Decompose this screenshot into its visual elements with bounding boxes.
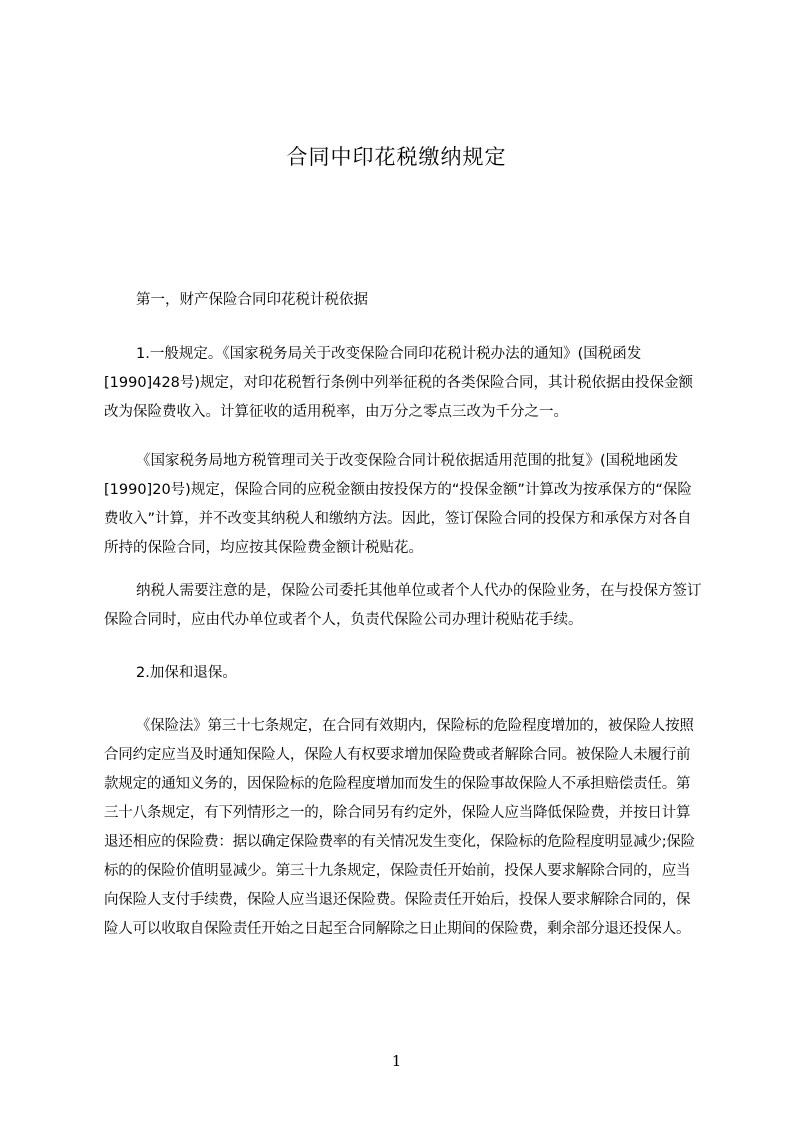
page-title: 合同中印花税缴纳规定 (286, 145, 507, 169)
paragraph-taxpayer-note: 纳税人需要注意的是，保险公司委托其他单位或者个人代办的保险业务，在与投保方签订保险合同时，应由代办单位或者个人，负责代保险公司办理计税贴花手续。 (104, 583, 702, 628)
page-number: 1 (391, 1052, 402, 1070)
paragraph-general-rule: 1.一般规定。《国家税务局关于改变保险合同印花税计税办法的通知》(国税函发[1990]428号)规定，对印花税暂行条例中列举征税的各类保险合同，其计税依据由投保金额改为保险费收入。计算征收的适用税率，由万分之零点三改为千分之一。 (104, 346, 694, 420)
paragraph-insurance-law: 《保险法》第三十七条规定，在合同有效期内，保险标的危险程度增加的，被保险人按照合同约定应当及时通知保险人，保险人有权要求增加保险费或者解除合同。被保险人未履行前款规定的通知义务的，因保险标的危险程度增加而发生的保险事故保险人不承担赔偿责任。第三十八条规定，有下列情形之一的，除合同另有约定外，保险人应当降低保险费，并按日计算退还相应的保险费：据以确定保险费率的有关情况发生变化，保险标的危险程度明显减少;保险标的的保险价值明显减少。第三十九条规定，保险责任开始前，投保人要求解除合同的，应当向保险人支付手续费，保险人应当退还保险费。保险责任开始后，投保人要求解除合同的，保险人可以收取自保险责任开始之日起至合同解除之日止期间的保险费，剩余部分退还投保人。 (104, 718, 695, 937)
sub-heading-additional-insurance: 2.加保和退保。 (136, 665, 237, 681)
section-heading: 第一，财产保险合同印花税计税依据 (136, 292, 368, 308)
paragraph-reply: 《国家税务局地方税管理司关于改变保险合同计税依据适用范围的批复》(国税地函发[1990]20号)规定，保险合同的应税金额由按投保方的“投保金额”计算改为按承保方的“保险费收入”计算，并不改变其纳税人和缴纳方法。因此，签订保险合同的投保方和承保方对各自所持的保险合同，均应按其保险费金额计税贴花。 (104, 453, 692, 556)
